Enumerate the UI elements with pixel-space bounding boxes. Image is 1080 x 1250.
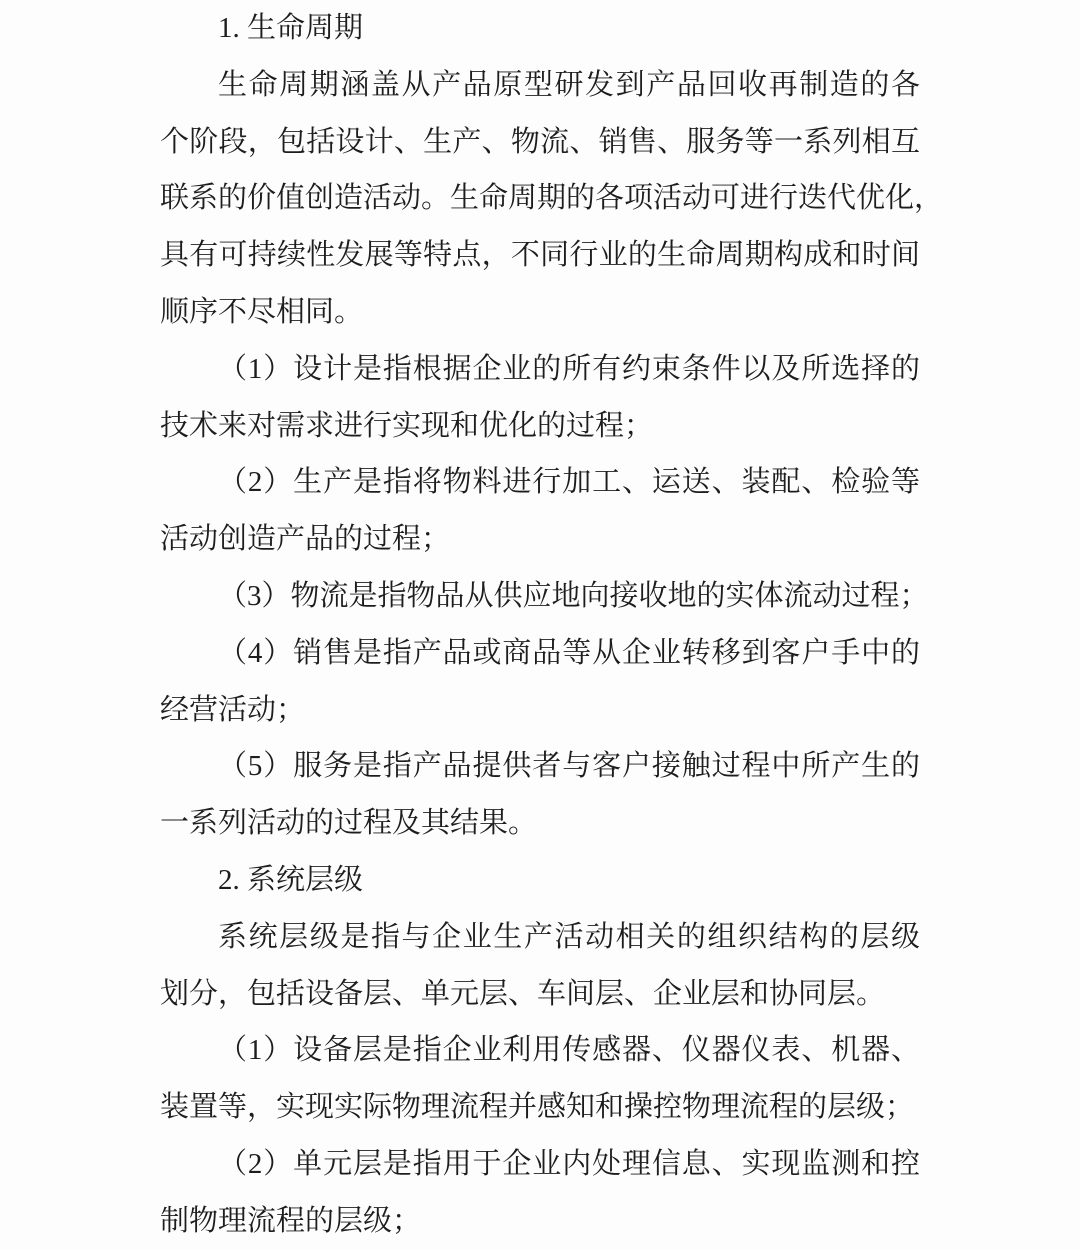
list-item-logistics [160, 568, 929, 625]
text-line: 系统层级是指与企业生产活动相关的组织结构的层级 [218, 920, 920, 953]
text-line: 制物理流程的层级； [160, 1204, 422, 1237]
text-line: 顺序不尽相同。 [160, 295, 364, 328]
list-item-device-level [160, 1022, 920, 1136]
list-item-design [160, 341, 920, 455]
text-line: 2. 系统层级 [218, 863, 364, 896]
text-line: 生命周期涵盖从产品原型研发到产品回收再制造的各 [218, 68, 920, 101]
text-line: 技术来对需求进行实现和优化的过程； [160, 409, 654, 442]
text-line: 1. 生命周期 [218, 12, 364, 44]
text-line: （1）设备层是指企业利用传感器、仪器仪表、机器、 [218, 1034, 920, 1067]
paragraph-life-cycle-intro [160, 57, 944, 341]
list-item-sales [160, 625, 920, 739]
text-line: （5）服务是指产品提供者与客户接触过程中所产生的 [218, 750, 920, 783]
text-line: 一系列活动的过程及其结果。 [160, 807, 538, 840]
text-line: 装置等，实现实际物理流程并感知和操控物理流程的层级； [160, 1091, 915, 1124]
text-line: （3）物流是指物品从供应地向接收地的实体流动过程； [218, 579, 929, 612]
text-line: 活动创造产品的过程； [160, 523, 451, 556]
list-item-service [160, 738, 920, 852]
heading-system-levels [160, 852, 920, 909]
list-item-unit-level [160, 1136, 920, 1250]
paragraph-system-levels-intro [160, 909, 920, 1023]
heading-life-cycle [160, 0, 920, 57]
text-line: 经营活动； [160, 693, 306, 726]
text-line: （1）设计是指根据企业的所有约束条件以及所选择的 [218, 352, 920, 385]
text-line: 具有可持续性发展等特点，不同行业的生命周期构成和时间 [160, 239, 920, 272]
list-item-production [160, 454, 920, 568]
text-line: （2）生产是指将物料进行加工、运送、装配、检验等 [218, 466, 920, 499]
text-line: 个阶段，包括设计、生产、物流、销售、服务等一系列相互 [160, 125, 920, 158]
text-line: 联系的价值创造活动。生命周期的各项活动可进行迭代优化， [160, 182, 944, 215]
text-line: 划分，包括设备层、单元层、车间层、企业层和协同层。 [160, 977, 886, 1010]
text-line: （4）销售是指产品或商品等从企业转移到客户手中的 [218, 636, 920, 669]
text-line: （2）单元层是指用于企业内处理信息、实现监测和控 [218, 1147, 920, 1180]
